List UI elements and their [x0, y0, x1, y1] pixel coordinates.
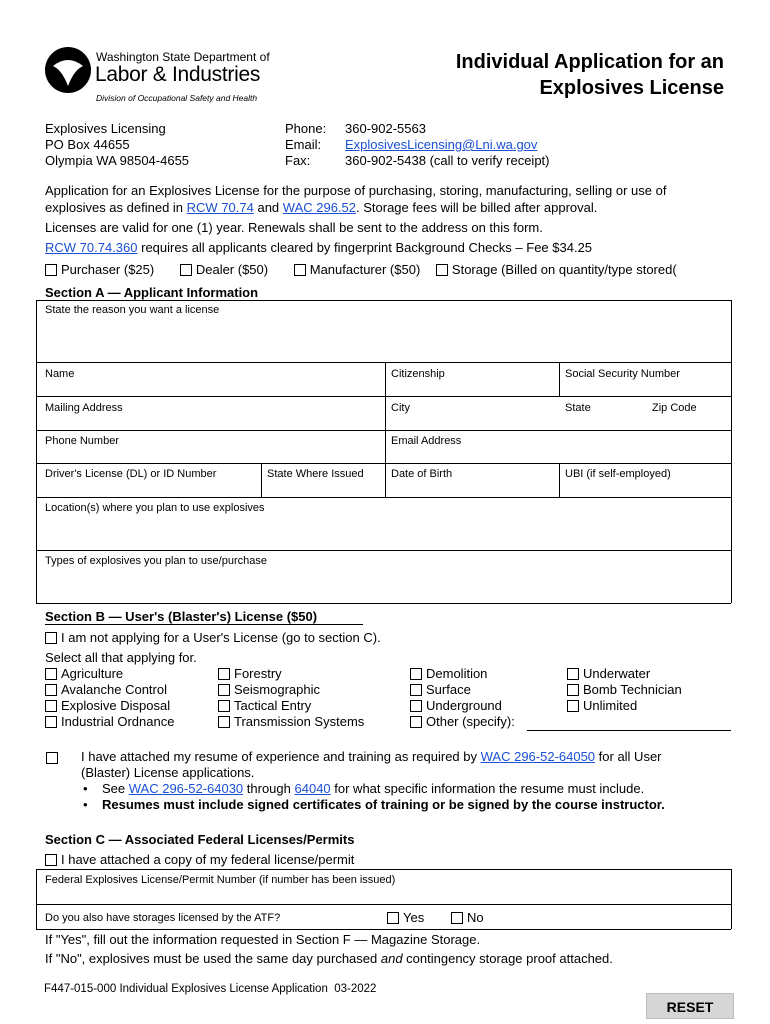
contact-values: 360-902-5563 ExplosivesLicensing@Lni.wa.gov 360-902-5438 (call to verify receipt) [345, 121, 550, 168]
ubi-field[interactable]: UBI (if self-employed) [565, 468, 671, 480]
atf-yes-option[interactable]: Yes [387, 910, 424, 925]
wac-64050-link[interactable]: WAC 296-52-64050 [480, 749, 596, 764]
user-license-col3 [410, 666, 515, 730]
org-line3: Division of Occupational Safety and Health [96, 93, 258, 103]
manufacturer-checkbox[interactable] [294, 264, 306, 276]
option-seismographic[interactable]: Seismographic [218, 682, 364, 698]
lni-logo-icon [44, 46, 92, 94]
option-bomb-technician[interactable]: Bomb Technician [567, 682, 682, 698]
org-line1: Washington State Department of [96, 50, 270, 64]
federal-attached-option[interactable]: I have attached a copy of my federal license/permit [45, 852, 354, 867]
reset-button[interactable]: RESET [646, 993, 734, 1019]
federal-number-field[interactable]: Federal Explosives License/Permit Number (if number has been issued) [45, 874, 396, 886]
license-type-options [45, 262, 677, 277]
atf-no-checkbox[interactable] [451, 912, 463, 924]
org-line2: Labor & Industries [95, 63, 261, 86]
option-unlimited[interactable]: Unlimited [567, 698, 682, 714]
city-field[interactable]: City [391, 402, 410, 414]
not-applying-option[interactable]: I am not applying for a User's License (go to section C). [45, 630, 381, 645]
atf-no-option[interactable]: No [451, 910, 484, 925]
contact-labels: Phone: Email: Fax: [285, 121, 327, 168]
option-demolition[interactable]: Demolition [410, 666, 515, 682]
purchaser-option[interactable]: Purchaser ($25) [45, 262, 154, 277]
locations-field[interactable]: Location(s) where you plan to use explosives [45, 502, 265, 514]
user-license-col2 [218, 666, 364, 730]
option-underground[interactable]: Underground [410, 698, 515, 714]
atf-yes-checkbox[interactable] [387, 912, 399, 924]
option-forestry[interactable]: Forestry [218, 666, 364, 682]
state-field[interactable]: State [565, 402, 591, 414]
federal-attached-checkbox[interactable] [45, 854, 57, 866]
other-specify-line[interactable] [527, 730, 731, 731]
not-applying-checkbox[interactable] [45, 632, 57, 644]
validity-text: Licenses are valid for one (1) year. Renewals shall be sent to the address on this form. [45, 220, 543, 235]
mailing-address-field[interactable]: Mailing Address [45, 402, 123, 414]
dealer-option[interactable]: Dealer ($50) [180, 262, 268, 277]
section-b-heading: Section B — User's (Blaster's) License ($50) [45, 609, 318, 624]
user-license-col4 [567, 666, 682, 714]
storage-option[interactable]: Storage (Billed on quantity/type stored( [436, 262, 677, 277]
fingerprint-text: RCW 70.74.360 requires all applicants cleared by fingerprint Background Checks – Fee $34.25 [45, 240, 593, 255]
citizenship-field[interactable]: Citizenship [391, 368, 445, 380]
option-transmission-systems[interactable]: Transmission Systems [218, 714, 364, 730]
wac-64030-link[interactable]: WAC 296-52-64030 [128, 781, 244, 796]
purchaser-checkbox[interactable] [45, 264, 57, 276]
dl-field[interactable]: Driver's License (DL) or ID Number [45, 468, 217, 480]
option-industrial-ordnance[interactable]: Industrial Ordnance [45, 714, 174, 730]
dob-field[interactable]: Date of Birth [391, 468, 453, 480]
mailing-address-block: Explosives Licensing PO Box 44655 Olympia WA 98504-4655 [45, 121, 190, 168]
form-id: F447-015-000 Individual Explosives License Application 03-2022 [44, 983, 377, 995]
name-field[interactable]: Name [45, 368, 75, 380]
ssn-field[interactable]: Social Security Number [565, 368, 680, 380]
page-title: Individual Application for an Explosives License [455, 51, 724, 99]
email-field[interactable]: Email Address [391, 435, 462, 447]
wac-link[interactable]: WAC 296.52 [282, 200, 357, 215]
user-license-col1 [45, 666, 174, 730]
option-underwater[interactable]: Underwater [567, 666, 682, 682]
option-other[interactable]: Other (specify): [410, 714, 515, 730]
explosive-types-field[interactable]: Types of explosives you plan to use/purchase [45, 555, 267, 567]
option-avalanche-control[interactable]: Avalanche Control [45, 682, 174, 698]
option-tactical-entry[interactable]: Tactical Entry [218, 698, 364, 714]
zip-field[interactable]: Zip Code [652, 402, 697, 414]
section-c-heading: Section C — Associated Federal Licenses/Permits [45, 832, 355, 847]
wac-64040-link[interactable]: 64040 [294, 781, 331, 796]
atf-question: Do you also have storages licensed by the ATF? [45, 912, 281, 924]
resume-checkbox[interactable] [46, 751, 62, 765]
intro-paragraph: Application for an Explosives License for the purpose of purchasing, storing, manufacturing, selling or use of explosives as defined in RCW 70.74 and WAC 296.52. Storage fees will be billed after approval. [45, 183, 667, 215]
option-surface[interactable]: Surface [410, 682, 515, 698]
reason-field[interactable]: State the reason you want a license [45, 304, 220, 316]
if-yes-text: If "Yes", fill out the information requested in Section F — Magazine Storage. [45, 932, 481, 947]
select-all-text: Select all that applying for. [45, 650, 197, 665]
rcw-link[interactable]: RCW 70.74 [186, 200, 254, 215]
section-a-heading: Section A — Applicant Information [45, 285, 259, 300]
rcw360-link[interactable]: RCW 70.74.360 [45, 240, 138, 255]
resume-statement: I have attached my resume of experience and training as required by WAC 296-52-64050 for all User (Blaster) License applications. • See WAC 296-52-64030 through 64040 for what specific information the resume must include. • Resumes must include signed certificates of training or be signed by the course instructor. [81, 749, 665, 812]
email-link[interactable]: ExplosivesLicensing@Lni.wa.gov [345, 137, 538, 152]
option-explosive-disposal[interactable]: Explosive Disposal [45, 698, 174, 714]
lni-logo [44, 46, 92, 94]
state-issued-field[interactable]: State Where Issued [267, 468, 364, 480]
if-no-text: If "No", explosives must be used the same day purchased and contingency storage proof attached. [45, 951, 613, 966]
dealer-checkbox[interactable] [180, 264, 192, 276]
option-agriculture[interactable]: Agriculture [45, 666, 174, 682]
phone-field[interactable]: Phone Number [45, 435, 119, 447]
manufacturer-option[interactable]: Manufacturer ($50) [294, 262, 421, 277]
storage-checkbox[interactable] [436, 264, 448, 276]
